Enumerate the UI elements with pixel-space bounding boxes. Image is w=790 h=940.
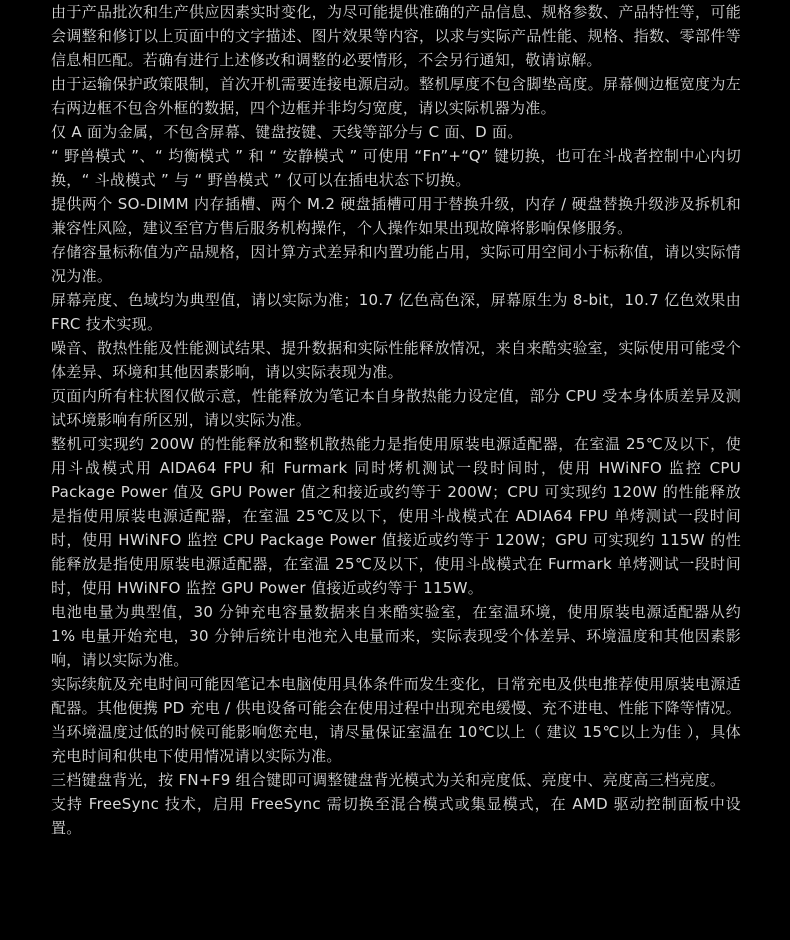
note-paragraph: 支持 FreeSync 技术，启用 FreeSync 需切换至混合模式或集显模式，在 AMD 驱动控制面板中设置。 [51, 795, 741, 837]
note-paragraph: 噪音、散热性能及性能测试结果、提升数据和实际性能释放情况，来自来酷实验室，实际使用可能受个体差异、环境和其他因素影响，请以实际表现为准。 [51, 339, 741, 381]
note-paragraph: “ 野兽模式 ”、“ 均衡模式 ” 和 “ 安静模式 ” 可使用 “Fn”+“Q” 键切换，也可在斗战者控制中心内切换，“ 斗战模式 ” 与 “ 野兽模式 ” 仅可以在插电状态下切换。 [51, 147, 741, 189]
note-paragraph: 提供两个 SO-DIMM 内存插槽、两个 M.2 硬盘插槽可用于替换升级，内存 / 硬盘替换升级涉及拆机和兼容性风险，建议至官方售后服务机构操作，个人操作如果出现故障将影响保修服务。 [51, 195, 741, 237]
note-paragraph: 实际续航及充电时间可能因笔记本电脑使用具体条件而发生变化，日常充电及供电推荐使用原装电源适配器。其他便携 PD 充电 / 供电设备可能会在使用过程中出现充电缓慢、充不进电、性能下降等情况。当环境温度过低的时候可能影响您充电，请尽量保证室温在 10℃以上（ 建议 15℃以上为佳 ），具体充电时间和供电下使用情况请以实际为准。 [51, 675, 741, 765]
note-paragraph: 电池电量为典型值，30 分钟充电容量数据来自来酷实验室，在室温环境，使用原装电源适配器从约 1% 电量开始充电，30 分钟后统计电池充入电量而来，实际表现受个体差异、环境温度和其他因素影响，请以实际为准。 [51, 603, 741, 669]
note-paragraph: 三档键盘背光，按 FN+F9 组合键即可调整键盘背光模式为关和亮度低、亮度中、亮度高三档亮度。 [51, 771, 726, 789]
note-paragraph: 屏幕亮度、色域均为典型值，请以实际为准；10.7 亿色高色深，屏幕原生为 8-bit，10.7 亿色效果由 FRC 技术实现。 [51, 291, 741, 333]
note-paragraph: 存储容量标称值为产品规格，因计算方式差异和内置功能占用，实际可用空间小于标称值，请以实际情况为准。 [51, 243, 741, 285]
note-paragraph: 整机可实现约 200W 的性能释放和整机散热能力是指使用原装电源适配器，在室温 25℃及以下，使用斗战模式用 AIDA64 FPU 和 Furmark 同时烤机测试一段时间时，使用 HWiNFO 监控 CPU Package Power 值及 GPU Power 值之和接近或约等于 200W；CPU 可实现约 120W 的性能释放是指使用原装电源适配器，在室温 25℃及以下，使用斗战模式在 ADIA64 FPU 单烤测试一段时间时，使用 HWiNFO 监控 CPU Package Power 值接近或约等于 120W；GPU 可实现约 115W 的性能释放是指使用原装电源适配器，在室温 25℃及以下，使用斗战模式在 Furmark 单烤测试一段时间时，使用 HWiNFO 监控 GPU Power 值接近或约等于 115W。 [51, 435, 741, 597]
note-paragraph: 页面内所有柱状图仅做示意，性能释放为笔记本自身散热能力设定值，部分 CPU 受本身体质差异及测试环境影响有所区别，请以实际为准。 [51, 387, 741, 429]
disclaimer-notes [51, 0, 741, 840]
note-paragraph: 仅 A 面为金属，不包含屏幕、键盘按键、天线等部分与 C 面、D 面。 [51, 123, 523, 141]
note-paragraph: 由于产品批次和生产供应因素实时变化，为尽可能提供准确的产品信息、规格参数、产品特性等，可能会调整和修订以上页面中的文字描述、图片效果等内容，以求与实际产品性能、规格、指数、零部件等信息相匹配。若确有进行上述修改和调整的必要情形，不会另行通知，敬请谅解。 [51, 3, 741, 69]
note-paragraph: 由于运输保护政策限制，首次开机需要连接电源启动。整机厚度不包含脚垫高度。屏幕侧边框宽度为左右两边框不包含外框的数据，四个边框并非均匀宽度，请以实际机器为准。 [51, 75, 741, 117]
